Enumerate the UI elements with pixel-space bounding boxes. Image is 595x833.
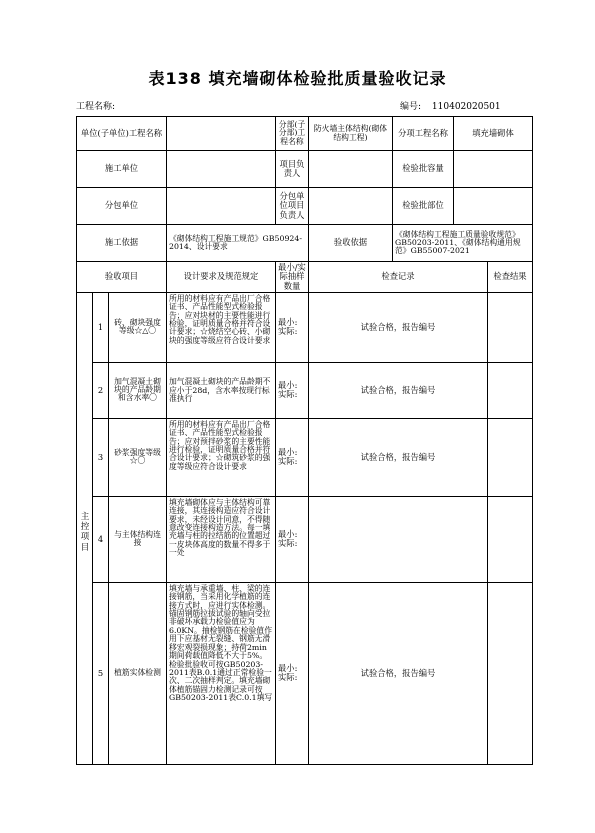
row-no: 3 — [93, 418, 109, 496]
row-record: 试验合格，报告编号 — [309, 582, 488, 764]
row-no: 1 — [93, 292, 109, 362]
row-result — [488, 292, 533, 362]
row-sampling — [276, 292, 309, 362]
row-result — [488, 362, 533, 418]
col-sampling: 最小/实际抽样数量 — [276, 262, 309, 293]
actual-label: 实际: — [278, 672, 298, 683]
col-result: 检查结果 — [488, 262, 533, 293]
row-name: 与主体结构连接 — [109, 496, 167, 582]
min-label: 最小: — [278, 380, 298, 391]
table-row — [77, 496, 533, 582]
col-requirement: 设计要求及规范规定 — [167, 262, 276, 293]
serial-number — [400, 99, 501, 112]
min-label: 最小: — [278, 663, 298, 674]
subcontract-unit-label: 分包单位 — [77, 188, 167, 225]
row-requirement: 填充墙砌体应与主体结构可靠连接，其连接构造应符合设计要求，未经设计同意，不得随意改变连接构造方法。每一填充墙与柱的拉结筋的位置超过一皮块体高度的数量不得多于一处 — [167, 496, 276, 582]
subpart-value: 防火墙主体结构(砌体结构工程) — [309, 117, 393, 151]
row-name: 砖、砌块强度等级☆△〇 — [109, 292, 167, 362]
unit-label: 单位(子单位)工程名称 — [77, 117, 167, 151]
row-name: 植筋实体检测 — [109, 582, 167, 764]
serial-value: 110402020501 — [431, 102, 501, 112]
basis-label: 施工依据 — [77, 225, 167, 262]
item-label: 分项工程名称 — [393, 117, 454, 151]
row-requirement: 加气混凝土砌块的产品龄期不应小于28d，含水率按现行标准执行 — [167, 362, 276, 418]
subpart-label: 分部(子分部)工程名称 — [276, 117, 309, 151]
batch-location-value — [454, 188, 533, 225]
row-sampling — [276, 418, 309, 496]
row-record — [309, 496, 488, 582]
row-requirement: 所用的材料应有产品出厂合格证书、产品性能型式检验报告；应对块材的主要性能进行检验，证明质量合格并符合设计要求；☆烧结空心砖、小砌块的强度等级应符合设计要求 — [167, 292, 276, 362]
table-row — [77, 582, 533, 764]
min-label: 最小: — [278, 317, 298, 328]
min-label: 最小: — [278, 529, 298, 540]
acceptance-basis-value: 《砌体结构工程施工质量验收规范》GB50203-2011、《砌体结构通用规范》GB55007-2021 — [393, 225, 533, 262]
row-no: 5 — [93, 582, 109, 764]
table-row — [77, 292, 533, 362]
actual-label: 实际: — [278, 456, 298, 467]
table-row — [77, 418, 533, 496]
row-name: 加气混凝土砌块的产品龄期和含水率〇 — [109, 362, 167, 418]
row-result — [488, 582, 533, 764]
row-result — [488, 418, 533, 496]
actual-label: 实际: — [278, 538, 298, 549]
row-name: 砂浆强度等级☆〇 — [109, 418, 167, 496]
basis-value: 《砌体结构工程施工规范》GB50924-2014、设计要求 — [167, 225, 309, 262]
page-title: 表138 填充墙砌体检验批质量验收记录 — [148, 69, 447, 88]
row-sampling — [276, 362, 309, 418]
batch-capacity-label: 检验批容量 — [393, 151, 454, 188]
construction-unit-label: 施工单位 — [77, 151, 167, 188]
project-leader-value — [309, 151, 393, 188]
project-name-label: 工程名称: — [76, 102, 116, 112]
row-record: 试验合格，报告编号 — [309, 292, 488, 362]
table-row — [77, 362, 533, 418]
serial-label: 编号: — [400, 102, 422, 112]
unit-value — [167, 117, 276, 151]
col-item: 验收项目 — [77, 262, 167, 293]
row-result — [488, 496, 533, 582]
actual-label: 实际: — [278, 389, 298, 400]
subcontract-leader-label: 分包单位项目负责人 — [276, 188, 309, 225]
main-control-label: 主 控 项 目 — [80, 512, 90, 553]
col-record: 检查记录 — [309, 262, 488, 293]
row-record: 试验合格，报告编号 — [309, 418, 488, 496]
min-label: 最小: — [278, 447, 298, 458]
item-value: 填充墙砌体 — [454, 117, 533, 151]
row-sampling — [276, 496, 309, 582]
actual-label: 实际: — [278, 326, 298, 337]
subcontract-leader-value — [309, 188, 393, 225]
row-no: 2 — [93, 362, 109, 418]
construction-unit-value — [167, 151, 276, 188]
batch-capacity-value — [454, 151, 533, 188]
acceptance-basis-label: 验收依据 — [309, 225, 393, 262]
row-record: 试验合格，报告编号 — [309, 362, 488, 418]
batch-location-label: 检验批部位 — [393, 188, 454, 225]
row-requirement: 所用的材料应有产品出厂合格证书、产品性能型式检验报告；应对预拌砂浆的主要性能进行检验，证明质量合格并符合设计要求；☆砌筑砂浆的强度等级应符合设计要求 — [167, 418, 276, 496]
acceptance-table — [76, 116, 533, 765]
row-sampling — [276, 582, 309, 764]
project-leader-label: 项目负责人 — [276, 151, 309, 188]
row-requirement: 填充墙与承重墙、柱、梁的连接钢筋，当采用化学植筋的连接方式时，应进行实体检测。锚固钢筋拉拔试验的轴向受拉非破坏承载力检验值应为6.0KN。抽检钢筋在检验值作用下应基材无裂缝、钢筋无滑移宏观裂损现象；持荷2min期间荷载值降低不大于5%。检验批验收可按GB50203-2011表B.0.1通过正常检验一次、二次抽样判定。填充墙砌体植筋锚固力检测记录可按GB50203-2011表C.0.1填写 — [167, 582, 276, 764]
row-no: 4 — [93, 496, 109, 582]
subcontract-unit-value — [167, 188, 276, 225]
